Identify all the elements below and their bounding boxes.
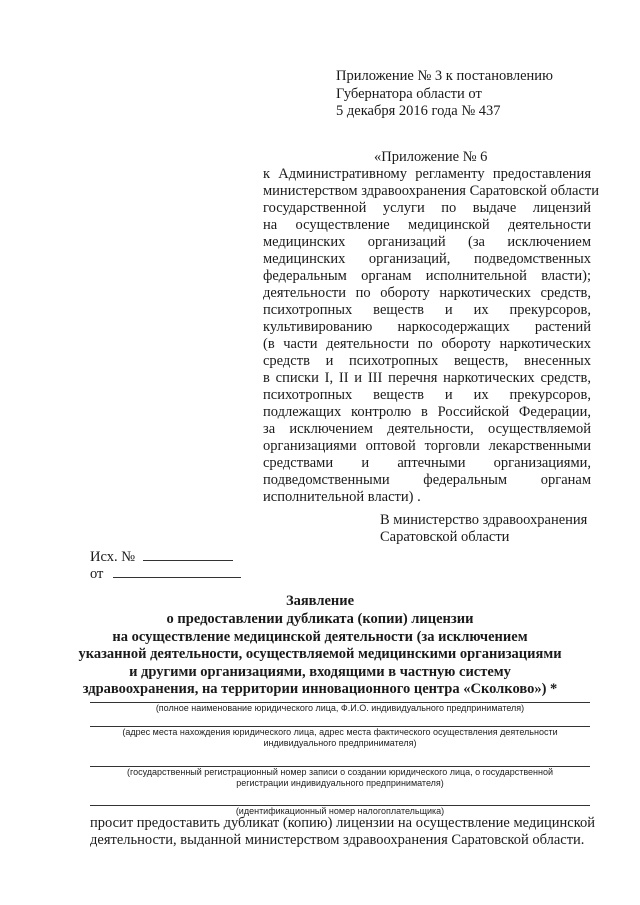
appendix-line: федеральным органам исполнительной власти); <box>263 268 591 284</box>
appendix-line: средств и психотропных веществ, внесенных <box>263 353 591 369</box>
appendix-line: подлежащих контролю в Российской Федерации, <box>263 404 591 420</box>
addressee-line-1: В министерство здравоохранения <box>380 512 588 528</box>
outgoing-date <box>90 565 241 583</box>
appendix-line: средствами и аптечными организациями, <box>263 455 591 471</box>
appendix-line: культивированию наркосодержащих растений <box>263 319 591 335</box>
appendix-line: за исключением деятельности, осуществляемой <box>263 421 591 437</box>
request-line-1: просит предоставить дубликат (копию) лицензии на осуществление медицинской <box>90 815 596 831</box>
statement-subtitle-line: на осуществление медицинской деятельности (за исключением <box>112 628 528 645</box>
appendix-title: «Приложение № 6 <box>374 149 488 165</box>
statement-subtitle-line: указанной деятельности, осуществляемой медицинскими организациями <box>78 646 562 662</box>
statement-subtitle-line: о предоставлении дубликата (копии) лицензии <box>166 611 474 627</box>
appendix-line: организациями оптовой торговли лекарственными <box>263 438 591 454</box>
appendix-line: государственной услуги по выдаче лицензий <box>263 200 591 216</box>
appendix-line: медицинских организаций, подведомственных <box>263 251 591 267</box>
outgoing-number <box>90 548 233 566</box>
inn-caption: (идентификационный номер налогоплательщика) <box>235 806 445 816</box>
address-caption-1: (адрес места нахождения юридического лица, адрес места фактического осуществления деятельности <box>122 727 558 737</box>
applicant-name-caption: (полное наименование юридического лица, Ф.И.О. индивидуального предпринимателя) <box>155 703 525 713</box>
outgoing-date-label: от <box>90 566 104 582</box>
appendix-line: подведомственными федеральным органам <box>263 472 591 488</box>
statement-subtitle-line: и другими организациями, входящими в частную систему <box>129 663 511 680</box>
appendix-line: министерством здравоохранения Саратовской области <box>263 183 599 199</box>
header-line-2: Губернатора области от <box>336 86 482 102</box>
address-caption-2: индивидуального предпринимателя) <box>263 738 417 748</box>
statement-subtitle-line: здравоохранения, на территории инновационного центра «Сколково») * <box>82 681 558 697</box>
outgoing-number-field[interactable] <box>143 548 233 561</box>
appendix-line: деятельности по обороту наркотических средств, <box>263 285 591 301</box>
header-line-1: Приложение № 3 к постановлению <box>336 68 553 84</box>
outgoing-date-field[interactable] <box>113 565 241 578</box>
registration-caption-2: регистрации индивидуального предпринимателя) <box>236 778 444 788</box>
request-line-2: деятельности, выданной министерством здравоохранения Саратовской области. <box>90 832 585 848</box>
addressee-line-2: Саратовской области <box>380 529 510 545</box>
registration-caption-1: (государственный регистрационный номер записи о создании юридического лица, о государственной <box>126 767 553 777</box>
appendix-line: психотропных веществ и их прекурсоров, <box>263 302 591 318</box>
appendix-line: к Административному регламенту предоставления <box>263 166 591 182</box>
header-line-3: 5 декабря 2016 года № 437 <box>336 103 501 119</box>
appendix-line: на осуществление медицинской деятельности <box>263 217 591 233</box>
appendix-line: в списки I, II и III перечня наркотических средств, <box>263 370 591 386</box>
statement-title: Заявление <box>285 593 355 609</box>
outgoing-number-label: Исх. № <box>90 549 136 565</box>
appendix-line: исполнительной власти) . <box>263 489 421 505</box>
appendix-line: психотропных веществ и их прекурсоров, <box>263 387 591 403</box>
appendix-line: медицинских организаций (за исключением <box>263 234 591 250</box>
appendix-line: (в части деятельности по обороту наркотических <box>263 336 591 352</box>
